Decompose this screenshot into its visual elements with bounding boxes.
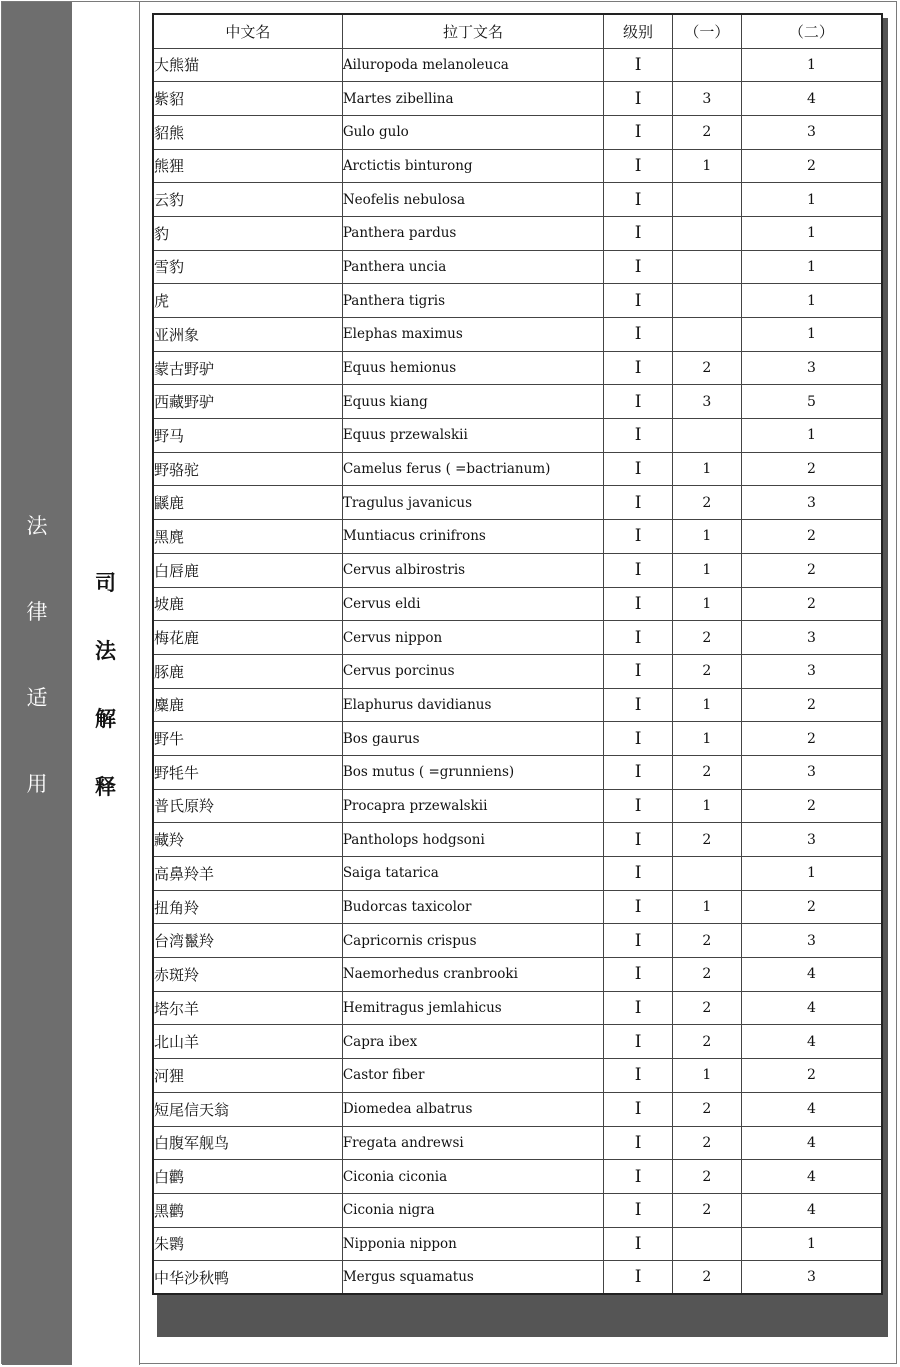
cell-chinese-name: 麋鹿 [153, 688, 342, 722]
cell-chinese-name: 貂熊 [153, 115, 342, 149]
cell-col-two: 3 [741, 654, 882, 688]
subsection-char: 释 [95, 775, 116, 799]
cell-chinese-name: 野牛 [153, 722, 342, 756]
table-row [153, 1092, 882, 1126]
cell-col-two: 2 [741, 452, 882, 486]
table-row [153, 284, 882, 318]
cell-col-two: 1 [741, 250, 882, 284]
cell-col-two: 3 [741, 755, 882, 789]
table-row [153, 789, 882, 823]
cell-col-one: 2 [672, 1126, 741, 1160]
section-tab-law-application [2, 2, 72, 1365]
cell-level: I [604, 115, 673, 149]
cell-col-two: 3 [741, 115, 882, 149]
cell-latin-name: Neofelis nebulosa [342, 183, 603, 217]
cell-level: I [604, 924, 673, 958]
cell-chinese-name: 台湾鬣羚 [153, 924, 342, 958]
section-char: 律 [26, 600, 48, 624]
cell-chinese-name: 西藏野驴 [153, 385, 342, 419]
cell-latin-name: Cervus nippon [342, 621, 603, 655]
table-row [153, 1193, 882, 1227]
cell-col-two: 4 [741, 1025, 882, 1059]
cell-col-two: 2 [741, 890, 882, 924]
cell-col-one: 2 [672, 924, 741, 958]
table-row [153, 149, 882, 183]
cell-col-one [672, 857, 741, 891]
cell-latin-name: Gulo gulo [342, 115, 603, 149]
cell-col-one: 2 [672, 1261, 741, 1295]
table-row [153, 1059, 882, 1093]
cell-chinese-name: 黑麂 [153, 520, 342, 554]
cell-level: I [604, 823, 673, 857]
table-row [153, 654, 882, 688]
cell-latin-name: Elaphurus davidianus [342, 688, 603, 722]
cell-chinese-name: 雪豹 [153, 250, 342, 284]
cell-level: I [604, 1025, 673, 1059]
cell-chinese-name: 藏羚 [153, 823, 342, 857]
cell-col-one: 1 [672, 520, 741, 554]
cell-latin-name: Bos gaurus [342, 722, 603, 756]
cell-col-two: 2 [741, 789, 882, 823]
cell-chinese-name: 亚洲象 [153, 318, 342, 352]
header-latin-name: 拉丁文名 [342, 14, 603, 48]
cell-col-one: 1 [672, 149, 741, 183]
cell-col-two: 1 [741, 216, 882, 250]
cell-chinese-name: 蒙古野驴 [153, 351, 342, 385]
cell-col-one [672, 1227, 741, 1261]
cell-latin-name: Cervus albirostris [342, 553, 603, 587]
cell-latin-name: Naemorhedus cranbrooki [342, 958, 603, 992]
cell-col-two: 1 [741, 318, 882, 352]
cell-col-two: 2 [741, 722, 882, 756]
subsection-char: 解 [95, 707, 116, 731]
cell-latin-name: Budorcas taxicolor [342, 890, 603, 924]
cell-level: I [604, 991, 673, 1025]
cell-level: I [604, 857, 673, 891]
cell-chinese-name: 梅花鹿 [153, 621, 342, 655]
cell-level: I [604, 654, 673, 688]
table-row [153, 890, 882, 924]
cell-level: I [604, 890, 673, 924]
cell-chinese-name: 高鼻羚羊 [153, 857, 342, 891]
cell-level: I [604, 250, 673, 284]
subsection-char: 法 [95, 639, 116, 663]
cell-chinese-name: 扭角羚 [153, 890, 342, 924]
cell-col-one: 1 [672, 890, 741, 924]
cell-level: I [604, 82, 673, 116]
cell-col-one: 3 [672, 385, 741, 419]
cell-latin-name: Equus przewalskii [342, 419, 603, 453]
cell-level: I [604, 958, 673, 992]
header-chinese-name: 中文名 [153, 14, 342, 48]
cell-chinese-name: 黑鹳 [153, 1193, 342, 1227]
cell-col-one [672, 318, 741, 352]
table-row [153, 82, 882, 116]
table-row [153, 1227, 882, 1261]
cell-chinese-name: 豹 [153, 216, 342, 250]
cell-chinese-name: 白鹳 [153, 1160, 342, 1194]
cell-col-one: 1 [672, 1059, 741, 1093]
section-char: 适 [26, 686, 48, 710]
subsection-tab-judicial-interpretation [72, 2, 140, 1365]
table-row [153, 621, 882, 655]
cell-latin-name: Camelus ferus ( =bactrianum) [342, 452, 603, 486]
cell-col-two: 4 [741, 958, 882, 992]
cell-col-one: 3 [672, 82, 741, 116]
cell-chinese-name: 野马 [153, 419, 342, 453]
cell-latin-name: Ciconia ciconia [342, 1160, 603, 1194]
cell-col-one: 2 [672, 1193, 741, 1227]
cell-latin-name: Procapra przewalskii [342, 789, 603, 823]
cell-col-two: 4 [741, 1126, 882, 1160]
cell-col-two: 5 [741, 385, 882, 419]
cell-level: I [604, 1059, 673, 1093]
table-row [153, 722, 882, 756]
cell-col-one [672, 250, 741, 284]
cell-level: I [604, 385, 673, 419]
cell-chinese-name: 朱鹮 [153, 1227, 342, 1261]
table-row [153, 48, 882, 82]
cell-latin-name: Elephas maximus [342, 318, 603, 352]
cell-chinese-name: 大熊猫 [153, 48, 342, 82]
cell-level: I [604, 1227, 673, 1261]
table-row [153, 1126, 882, 1160]
cell-level: I [604, 553, 673, 587]
cell-chinese-name: 豚鹿 [153, 654, 342, 688]
cell-level: I [604, 284, 673, 318]
cell-col-two: 1 [741, 183, 882, 217]
table-row [153, 250, 882, 284]
cell-col-one: 1 [672, 722, 741, 756]
table-row [153, 520, 882, 554]
cell-col-one: 2 [672, 654, 741, 688]
cell-col-two: 2 [741, 520, 882, 554]
cell-latin-name: Castor fiber [342, 1059, 603, 1093]
cell-latin-name: Panthera pardus [342, 216, 603, 250]
cell-col-one: 1 [672, 688, 741, 722]
table-body [153, 48, 882, 1294]
cell-level: I [604, 486, 673, 520]
table-row [153, 958, 882, 992]
cell-chinese-name: 赤斑羚 [153, 958, 342, 992]
cell-chinese-name: 白唇鹿 [153, 553, 342, 587]
table-row [153, 991, 882, 1025]
cell-latin-name: Panthera uncia [342, 250, 603, 284]
cell-col-two: 3 [741, 823, 882, 857]
cell-col-one: 2 [672, 991, 741, 1025]
cell-latin-name: Hemitragus jemlahicus [342, 991, 603, 1025]
cell-latin-name: Capra ibex [342, 1025, 603, 1059]
table-row [153, 553, 882, 587]
cell-level: I [604, 1126, 673, 1160]
cell-chinese-name: 普氏原羚 [153, 789, 342, 823]
cell-latin-name: Equus kiang [342, 385, 603, 419]
table-row [153, 216, 882, 250]
cell-col-one [672, 183, 741, 217]
section-label [2, 507, 72, 851]
cell-level: I [604, 621, 673, 655]
table-row [153, 924, 882, 958]
cell-level: I [604, 722, 673, 756]
table-row [153, 486, 882, 520]
cell-latin-name: Ciconia nigra [342, 1193, 603, 1227]
subsection-char: 司 [95, 571, 116, 595]
cell-col-two: 3 [741, 1261, 882, 1295]
cell-chinese-name: 河狸 [153, 1059, 342, 1093]
cell-latin-name: Martes zibellina [342, 82, 603, 116]
table-row [153, 755, 882, 789]
cell-latin-name: Cervus porcinus [342, 654, 603, 688]
cell-latin-name: Tragulus javanicus [342, 486, 603, 520]
cell-col-two: 1 [741, 1227, 882, 1261]
cell-col-two: 2 [741, 587, 882, 621]
cell-col-two: 3 [741, 486, 882, 520]
cell-col-two: 3 [741, 351, 882, 385]
cell-col-two: 2 [741, 149, 882, 183]
cell-latin-name: Mergus squamatus [342, 1261, 603, 1295]
cell-latin-name: Fregata andrewsi [342, 1126, 603, 1160]
cell-level: I [604, 351, 673, 385]
section-char: 法 [26, 514, 48, 538]
cell-col-one: 2 [672, 621, 741, 655]
cell-level: I [604, 149, 673, 183]
cell-col-two: 2 [741, 1059, 882, 1093]
table-row [153, 115, 882, 149]
cell-latin-name: Cervus eldi [342, 587, 603, 621]
cell-chinese-name: 短尾信天翁 [153, 1092, 342, 1126]
cell-col-one: 1 [672, 452, 741, 486]
cell-latin-name: Ailuropoda melanoleuca [342, 48, 603, 82]
table-row [153, 419, 882, 453]
cell-latin-name: Pantholops hodgsoni [342, 823, 603, 857]
cell-level: I [604, 789, 673, 823]
cell-chinese-name: 中华沙秋鸭 [153, 1261, 342, 1295]
cell-col-one [672, 48, 741, 82]
table-row [153, 1160, 882, 1194]
cell-col-one: 2 [672, 1160, 741, 1194]
cell-latin-name: Bos mutus ( =grunniens) [342, 755, 603, 789]
cell-level: I [604, 48, 673, 82]
header-col-two: （二） [741, 14, 882, 48]
cell-col-one: 1 [672, 587, 741, 621]
cell-latin-name: Muntiacus crinifrons [342, 520, 603, 554]
cell-col-two: 1 [741, 48, 882, 82]
table-row [153, 318, 882, 352]
cell-col-one: 2 [672, 486, 741, 520]
cell-chinese-name: 北山羊 [153, 1025, 342, 1059]
table-row [153, 587, 882, 621]
cell-col-one: 1 [672, 789, 741, 823]
cell-chinese-name: 野骆驼 [153, 452, 342, 486]
cell-col-two: 2 [741, 688, 882, 722]
cell-col-two: 1 [741, 857, 882, 891]
cell-latin-name: Capricornis crispus [342, 924, 603, 958]
cell-col-two: 4 [741, 1160, 882, 1194]
cell-col-two: 4 [741, 1193, 882, 1227]
cell-col-one: 2 [672, 755, 741, 789]
table-row [153, 688, 882, 722]
cell-chinese-name: 野牦牛 [153, 755, 342, 789]
cell-level: I [604, 587, 673, 621]
table-row [153, 1261, 882, 1295]
cell-chinese-name: 紫貂 [153, 82, 342, 116]
cell-col-one [672, 284, 741, 318]
header-col-one: （一） [672, 14, 741, 48]
cell-col-one: 2 [672, 1092, 741, 1126]
cell-level: I [604, 520, 673, 554]
cell-col-one: 1 [672, 553, 741, 587]
cell-chinese-name: 云豹 [153, 183, 342, 217]
cell-col-two: 1 [741, 284, 882, 318]
cell-latin-name: Equus hemionus [342, 351, 603, 385]
cell-level: I [604, 318, 673, 352]
table-row [153, 351, 882, 385]
cell-level: I [604, 1261, 673, 1295]
cell-level: I [604, 183, 673, 217]
cell-latin-name: Diomedea albatrus [342, 1092, 603, 1126]
cell-chinese-name: 鼷鹿 [153, 486, 342, 520]
cell-col-two: 4 [741, 1092, 882, 1126]
header-level: 级别 [604, 14, 673, 48]
table-row [153, 1025, 882, 1059]
cell-col-one: 2 [672, 1025, 741, 1059]
cell-col-one: 2 [672, 115, 741, 149]
cell-level: I [604, 216, 673, 250]
species-table [152, 13, 883, 1295]
cell-col-one: 2 [672, 958, 741, 992]
table-row [153, 823, 882, 857]
cell-latin-name: Nipponia nippon [342, 1227, 603, 1261]
cell-level: I [604, 1193, 673, 1227]
cell-col-one [672, 419, 741, 453]
subsection-label [72, 567, 139, 839]
table-row [153, 385, 882, 419]
table-header-row [153, 14, 882, 48]
table-row [153, 857, 882, 891]
cell-col-two: 1 [741, 419, 882, 453]
cell-col-two: 3 [741, 621, 882, 655]
cell-col-two: 4 [741, 82, 882, 116]
cell-latin-name: Saiga tatarica [342, 857, 603, 891]
cell-chinese-name: 熊狸 [153, 149, 342, 183]
cell-col-two: 2 [741, 553, 882, 587]
cell-level: I [604, 755, 673, 789]
cell-level: I [604, 1092, 673, 1126]
cell-latin-name: Arctictis binturong [342, 149, 603, 183]
cell-chinese-name: 塔尔羊 [153, 991, 342, 1025]
cell-level: I [604, 688, 673, 722]
cell-level: I [604, 1160, 673, 1194]
cell-chinese-name: 坡鹿 [153, 587, 342, 621]
cell-level: I [604, 452, 673, 486]
cell-chinese-name: 白腹军舰鸟 [153, 1126, 342, 1160]
cell-col-two: 4 [741, 991, 882, 1025]
cell-level: I [604, 419, 673, 453]
cell-col-one: 2 [672, 823, 741, 857]
cell-chinese-name: 虎 [153, 284, 342, 318]
table-row [153, 452, 882, 486]
table-row [153, 183, 882, 217]
section-char: 用 [26, 772, 48, 796]
cell-col-two: 3 [741, 924, 882, 958]
cell-col-one: 2 [672, 351, 741, 385]
cell-latin-name: Panthera tigris [342, 284, 603, 318]
cell-col-one [672, 216, 741, 250]
